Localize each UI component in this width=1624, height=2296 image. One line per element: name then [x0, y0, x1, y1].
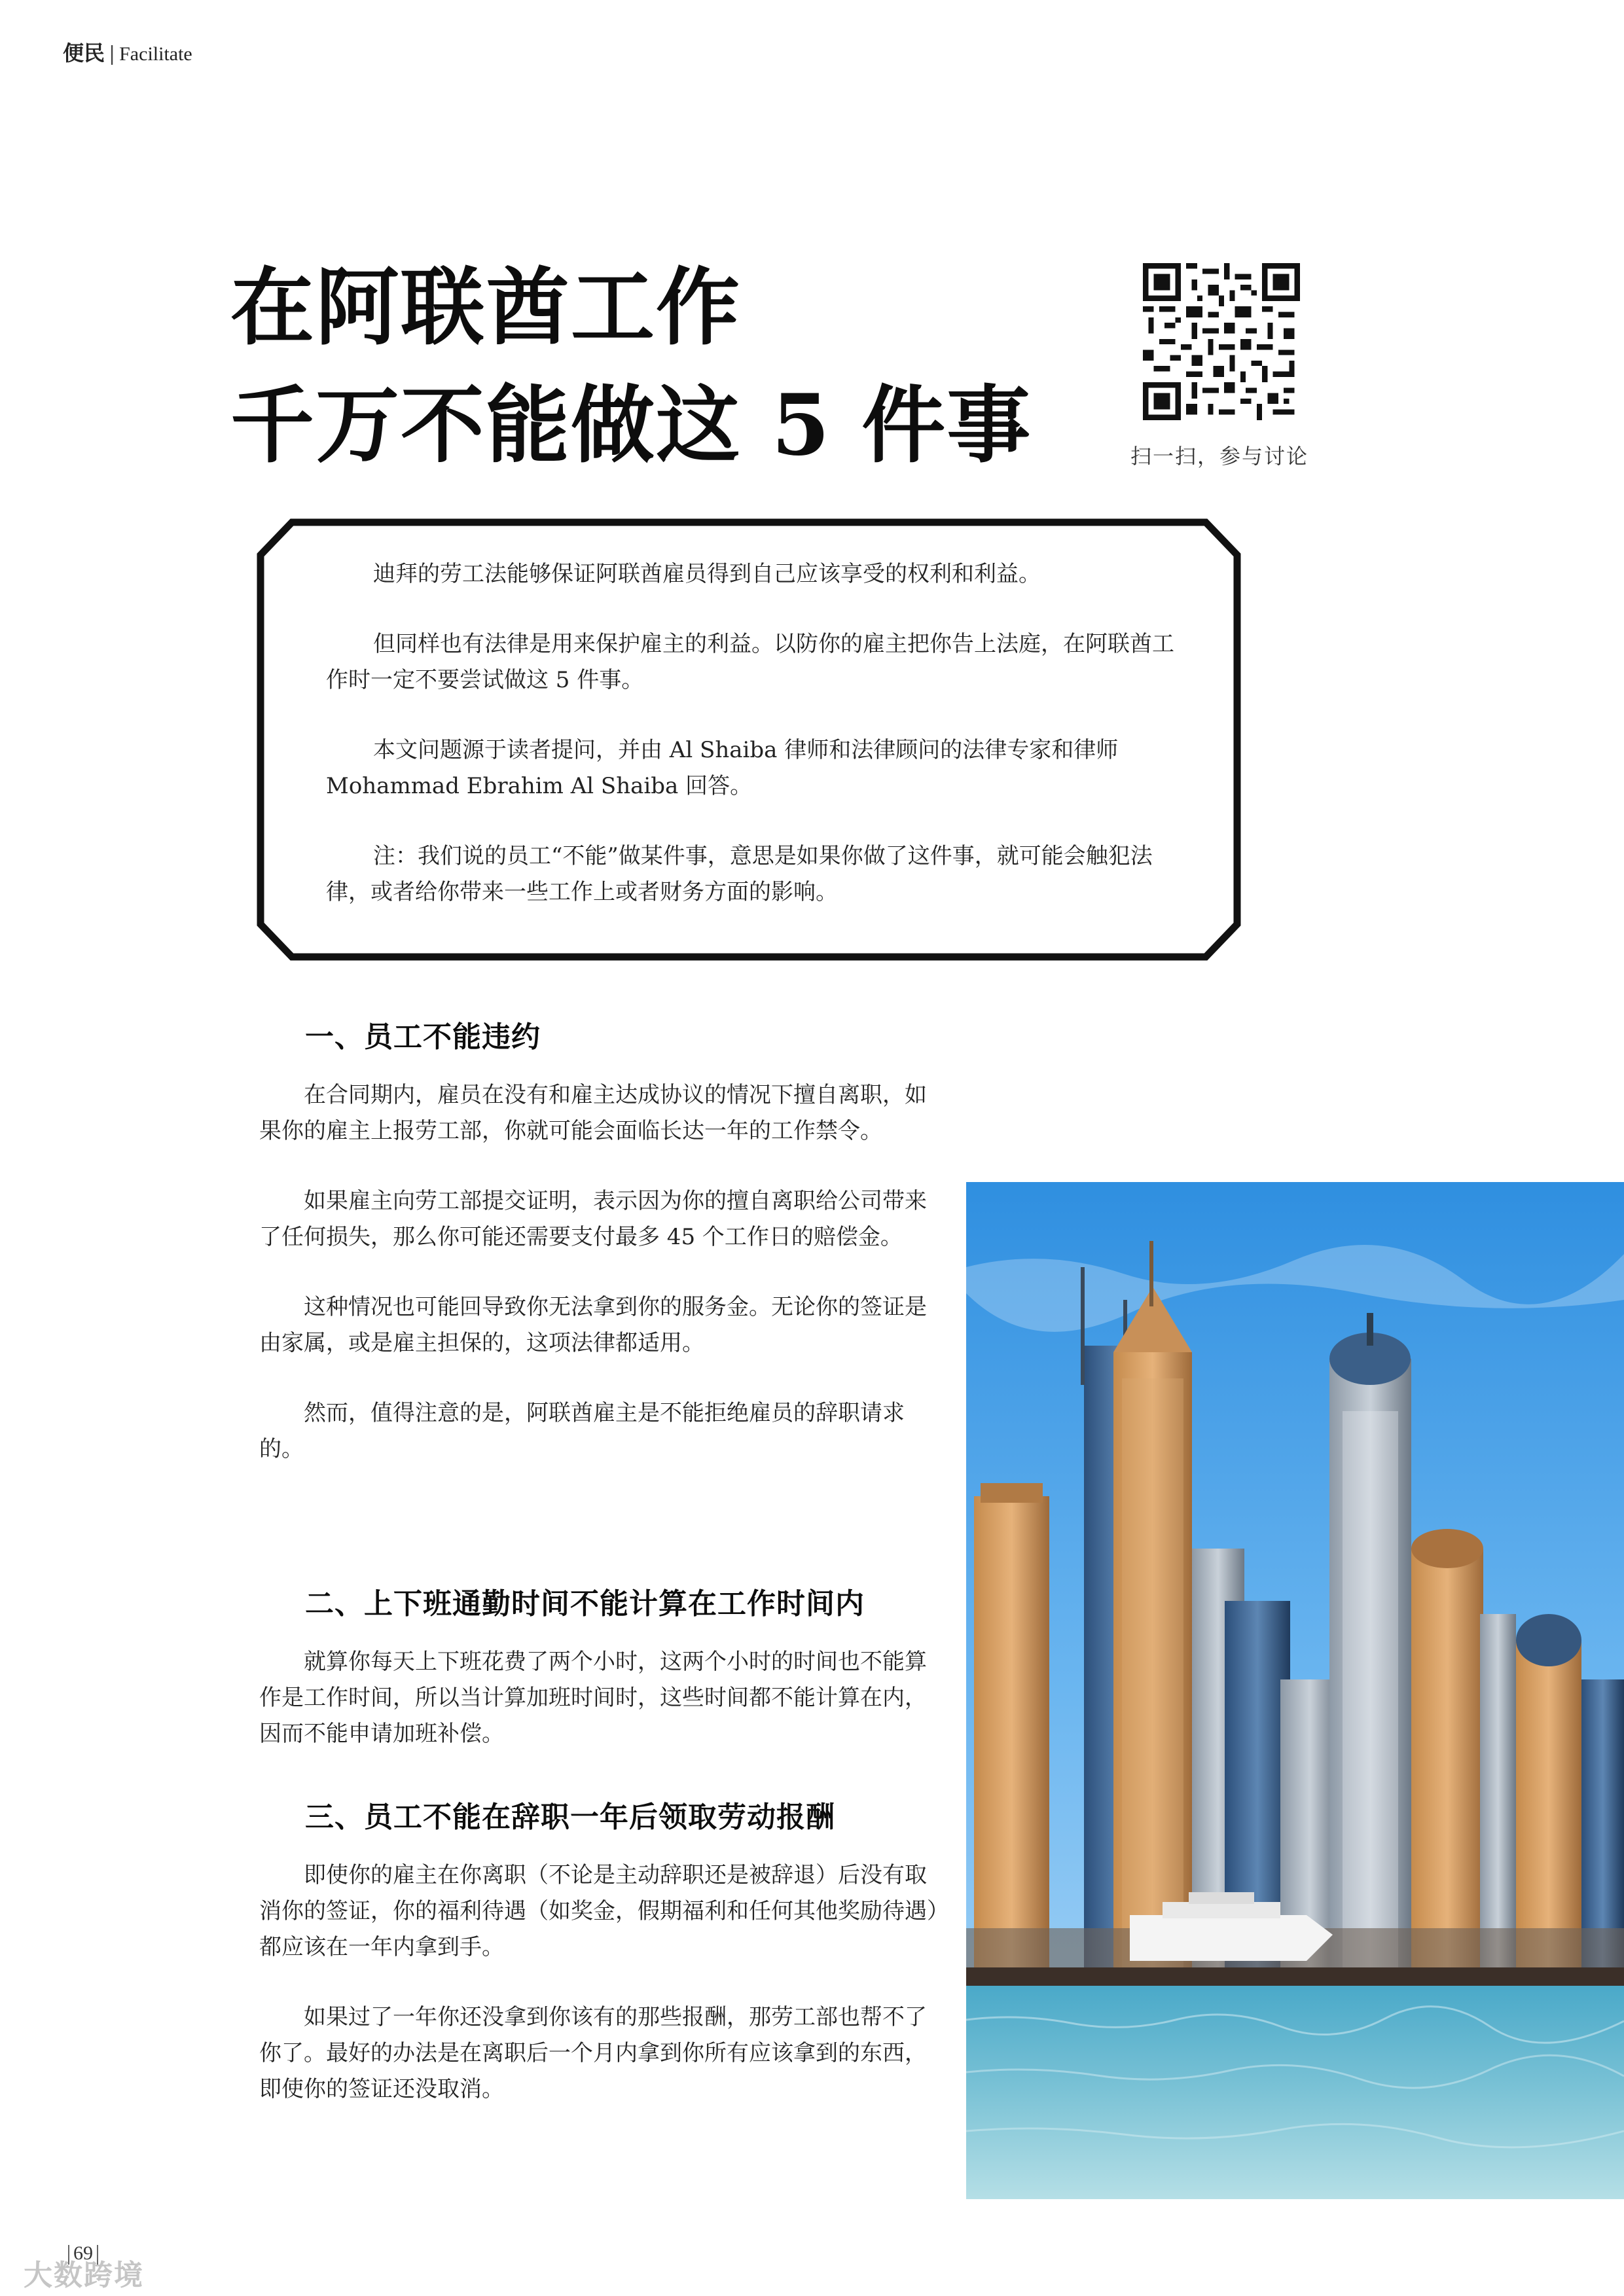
section-body-2 — [259, 1644, 944, 1752]
body-paragraph: 这种情况也可能回导致你无法拿到你的服务金。无论你的签证是由家属，或是雇主担保的，这项法律都适用。 — [259, 1294, 927, 1356]
body-paragraph: 在合同期内，雇员在没有和雇主达成协议的情况下擅自离职，如果你的雇主上报劳工部，你就可能会面临长达一年的工作禁令。 — [259, 1082, 927, 1144]
body-paragraph: 如果过了一年你还没拿到你该有的那些报酬，那劳工部也帮不了你了。最好的办法是在离职后一个月内拿到你所有应该拿到的东西，即使你的签证还没取消。 — [259, 2004, 927, 2102]
running-head — [63, 37, 192, 67]
intro-paragraph: 迪拜的劳工法能够保证阿联酋雇员得到自己应该享受的权利和利益。 — [373, 561, 1041, 587]
section-body-1 — [259, 1077, 944, 1467]
intro-paragraph: 但同样也有法律是用来保护雇主的利益。以防你的雇主把你告上法庭，在阿联酋工作时一定不要尝试做这 5 件事。 — [326, 631, 1174, 693]
article-title-line-1: 在阿联酋工作 — [230, 259, 742, 357]
intro-paragraph: 本文问题源于读者提问，并由 Al Shaiba 律师和法律顾问的法律专家和律师 Mohammad Ebrahim Al Shaiba 回答。 — [326, 737, 1119, 799]
dubai-marina-photo — [966, 1182, 1624, 2199]
body-paragraph: 然而，值得注意的是，阿联酋雇主是不能拒绝雇员的辞职请求的。 — [259, 1400, 905, 1462]
section-heading-1: 一、员工不能违约 — [305, 1020, 541, 1054]
running-head-separator: | — [109, 43, 116, 65]
section-heading-2: 二、上下班通勤时间不能计算在工作时间内 — [305, 1587, 865, 1621]
body-paragraph: 即使你的雇主在你离职（不论是主动辞职还是被辞退）后没有取消你的签证，你的福利待遇（如奖金，假期福利和任何其他奖励待遇）都应该在一年内拿到手。 — [259, 1862, 938, 1960]
qr-caption: 扫一扫，参与讨论 — [1130, 444, 1309, 469]
section-heading-3: 三、员工不能在辞职一年后领取劳动报酬 — [305, 1801, 835, 1834]
section-label-english: Facilitate — [119, 43, 192, 65]
section-label: 便民 — [63, 41, 105, 65]
watermark: 大数跨境 — [24, 2259, 144, 2292]
body-paragraph: 如果雇主向劳工部提交证明，表示因为你的擅自离职给公司带来了任何损失，那么你可能还需要支付最多 45 个工作日的赔偿金。 — [259, 1188, 927, 1250]
article-title-line-2: 千万不能做这 5 件事 — [230, 376, 1032, 475]
intro-text — [326, 556, 1177, 944]
page-number-value: 69 — [73, 2242, 93, 2264]
body-paragraph: 就算你每天上下班花费了两个小时，这两个小时的时间也不能算作是工作时间，所以当计算加班时间时，这些时间都不能计算在内，因而不能申请加班补偿。 — [259, 1649, 927, 1747]
section-body-3 — [259, 1857, 944, 2108]
article-title — [230, 249, 1032, 484]
intro-paragraph: 注：我们说的员工“不能”做某件事，意思是如果你做了这件事，就可能会触犯法律，或者给你带来一些工作上或者财务方面的影响。 — [326, 843, 1153, 905]
qr-code[interactable] — [1143, 263, 1300, 420]
